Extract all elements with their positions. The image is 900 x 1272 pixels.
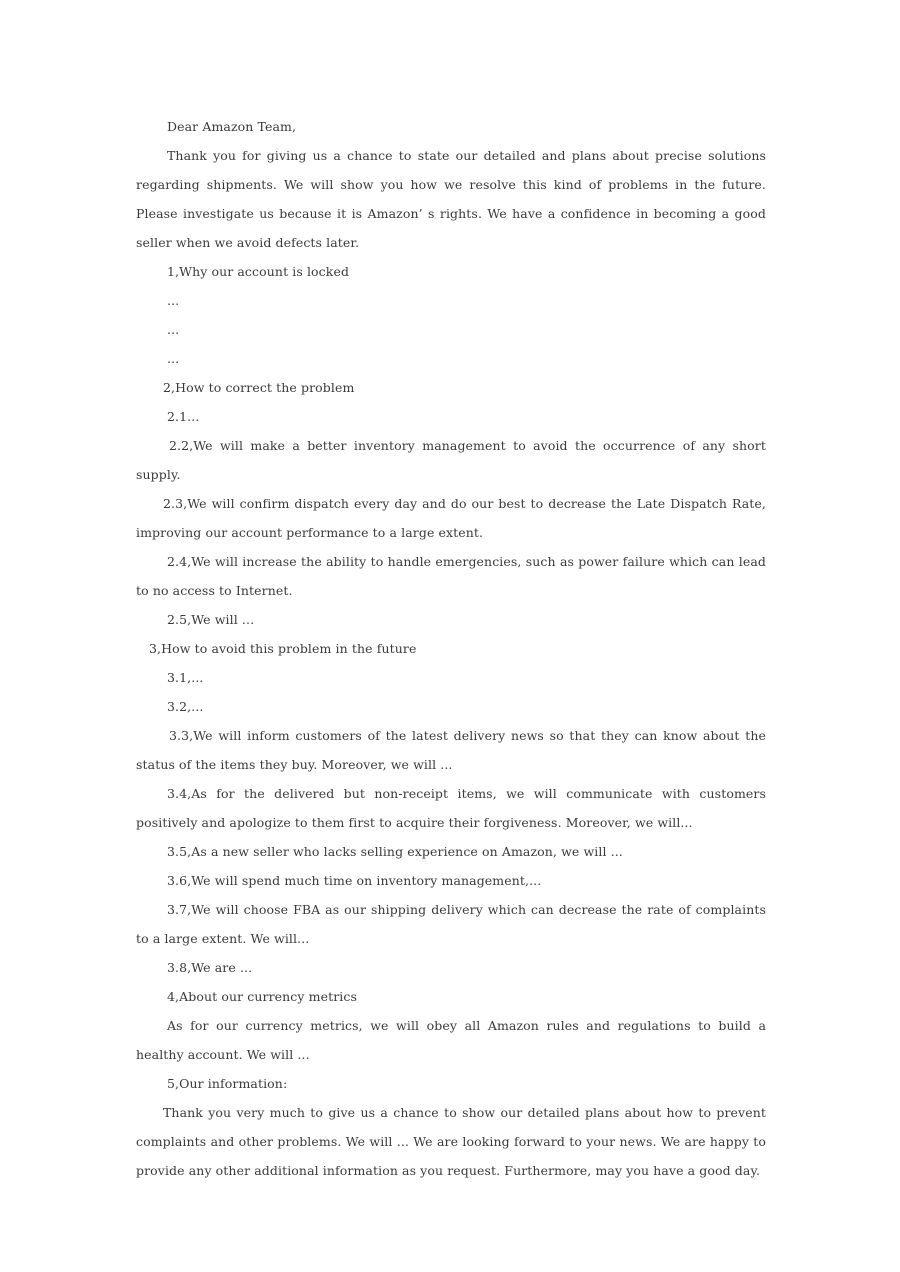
section-1-item: ... <box>167 293 180 308</box>
section-4-heading: 4,About our currency metrics <box>167 989 358 1004</box>
section-3-item: 3.5,As a new seller who lacks selling experience on Amazon, we will ... <box>167 844 623 859</box>
section-5-heading: 5,Our information: <box>167 1076 288 1091</box>
section-1-item: ... <box>167 351 180 366</box>
section-3-item: 3.4,As for the delivered but non-receipt items, we will communicate with customers positively and apologize to them first to acquire their forgiveness. Moreover, we will... <box>136 786 766 830</box>
section-2-item: 2.5,We will ... <box>167 612 255 627</box>
section-2-item: 2.3,We will confirm dispatch every day and do our best to decrease the Late Dispatch Rate, improving our account performance to a large extent. <box>136 496 766 540</box>
section-2-item: 2.4,We will increase the ability to handle emergencies, such as power failure which can lead to no access to Internet. <box>136 554 766 598</box>
section-3-item: 3.7,We will choose FBA as our shipping delivery which can decrease the rate of complaints to a large extent. We will... <box>136 902 766 946</box>
section-3-heading: 3,How to avoid this problem in the future <box>149 641 417 656</box>
section-3-item: 3.3,We will inform customers of the latest delivery news so that they can know about the status of the items they buy. Moreover, we will ... <box>136 728 766 772</box>
intro-paragraph: Thank you for giving us a chance to state our detailed and plans about precise solutions regarding shipments. We will show you how we resolve this kind of problems in the future. Please investigate us because it is Amazon’ s rights. We have a confidence in becoming a good seller when we avoid defects later. <box>136 148 766 250</box>
section-4-paragraph: As for our currency metrics, we will obey all Amazon rules and regulations to build a healthy account. We will ... <box>136 1018 766 1062</box>
section-2-heading: 2,How to correct the problem <box>163 380 355 395</box>
greeting: Dear Amazon Team, <box>167 119 297 134</box>
section-3-item: 3.2,... <box>167 699 204 714</box>
section-3-item: 3.1,... <box>167 670 204 685</box>
section-2-item: 2.1... <box>167 409 200 424</box>
letter-body <box>136 112 766 1185</box>
section-2-item: 2.2,We will make a better inventory management to avoid the occurrence of any short supply. <box>136 438 766 482</box>
section-3-item: 3.8,We are ... <box>167 960 253 975</box>
section-1-item: ... <box>167 322 180 337</box>
section-1-heading: 1,Why our account is locked <box>167 264 350 279</box>
closing-paragraph: Thank you very much to give us a chance to show our detailed plans about how to prevent complaints and other problems. We will ... We are looking forward to your news. We are happy to provide any other additional information as you request. Furthermore, may you have a good day. <box>136 1105 766 1178</box>
section-3-item: 3.6,We will spend much time on inventory management,... <box>167 873 542 888</box>
